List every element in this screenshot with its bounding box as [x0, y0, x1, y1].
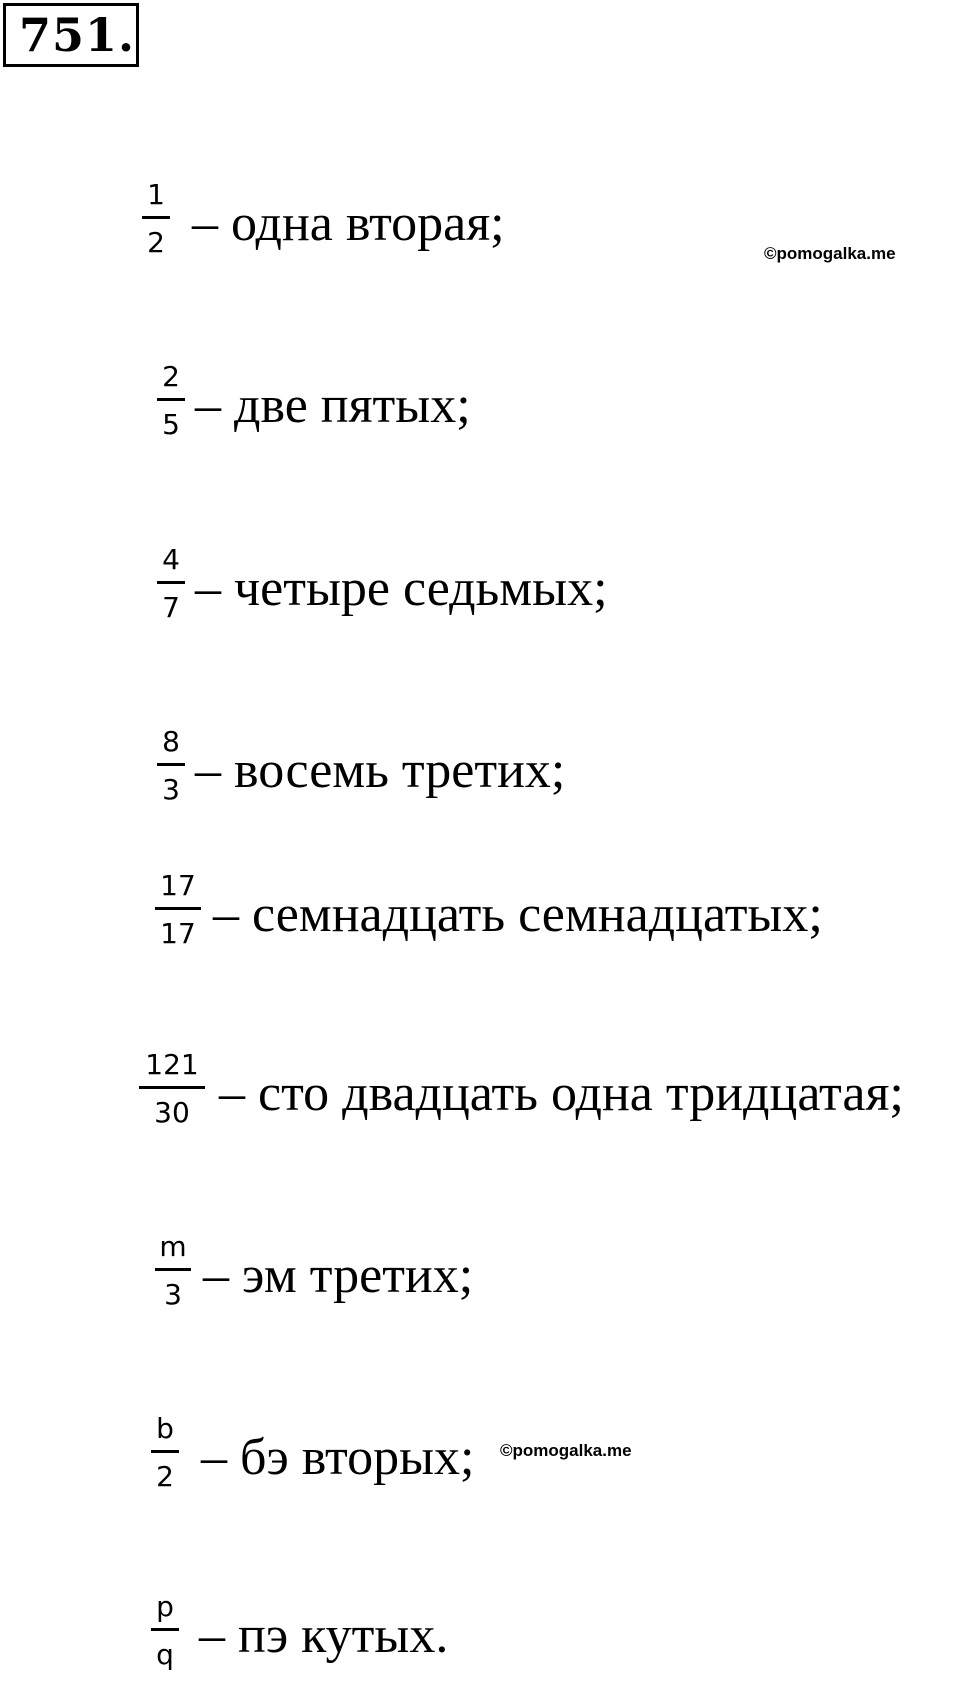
- fraction-bar: [151, 1450, 179, 1453]
- denominator: 2: [156, 1460, 174, 1493]
- numerator: 1: [147, 178, 165, 211]
- fraction: [151, 1412, 179, 1494]
- fraction-reading: – семнадцать семнадцатых;: [213, 886, 823, 943]
- fraction: [139, 1048, 205, 1130]
- fraction-reading: – сто двадцать одна тридцатая;: [219, 1065, 904, 1122]
- fraction: [157, 725, 185, 807]
- fraction-bar: [157, 581, 185, 584]
- fraction: [151, 1590, 179, 1672]
- watermark-top: ©pomogalka.me: [764, 244, 896, 263]
- denominator: 7: [162, 591, 180, 624]
- fraction-bar: [155, 907, 201, 910]
- numerator: m: [159, 1230, 187, 1263]
- fraction-reading: – бэ вторых;: [201, 1429, 475, 1486]
- fraction-reading: – восемь третих;: [195, 742, 566, 799]
- numerator: 4: [162, 543, 180, 576]
- fraction-bar: [157, 398, 185, 401]
- denominator: 2: [147, 226, 165, 259]
- fraction-reading: – четыре седьмых;: [195, 560, 608, 617]
- numerator: b: [156, 1412, 174, 1445]
- denominator: 5: [162, 408, 180, 441]
- task-number: 751.: [3, 3, 139, 67]
- denominator: q: [156, 1638, 174, 1671]
- numerator: p: [156, 1590, 174, 1623]
- fraction-bar: [155, 1268, 191, 1271]
- fraction-bar: [142, 216, 170, 219]
- fraction-bar: [151, 1628, 179, 1631]
- fraction-bar: [157, 763, 185, 766]
- fraction: [157, 543, 185, 625]
- fraction-reading: – пэ кутых.: [199, 1607, 449, 1664]
- denominator: 3: [164, 1278, 182, 1311]
- denominator: 30: [154, 1096, 190, 1129]
- watermark-bottom: ©pomogalka.me: [500, 1441, 632, 1460]
- fraction-bar: [139, 1086, 205, 1089]
- fraction-reading: – одна вторая;: [192, 195, 505, 252]
- denominator: 17: [160, 917, 196, 950]
- fraction: [155, 1230, 191, 1312]
- fraction: [157, 360, 185, 442]
- numerator: 121: [145, 1048, 199, 1081]
- denominator: 3: [162, 773, 180, 806]
- fraction: [142, 178, 170, 260]
- fraction: [155, 869, 201, 951]
- numerator: 17: [160, 869, 196, 902]
- numerator: 2: [162, 360, 180, 393]
- fraction-reading: – две пятых;: [195, 377, 471, 434]
- numerator: 8: [162, 725, 180, 758]
- fraction-reading: – эм третих;: [203, 1247, 474, 1304]
